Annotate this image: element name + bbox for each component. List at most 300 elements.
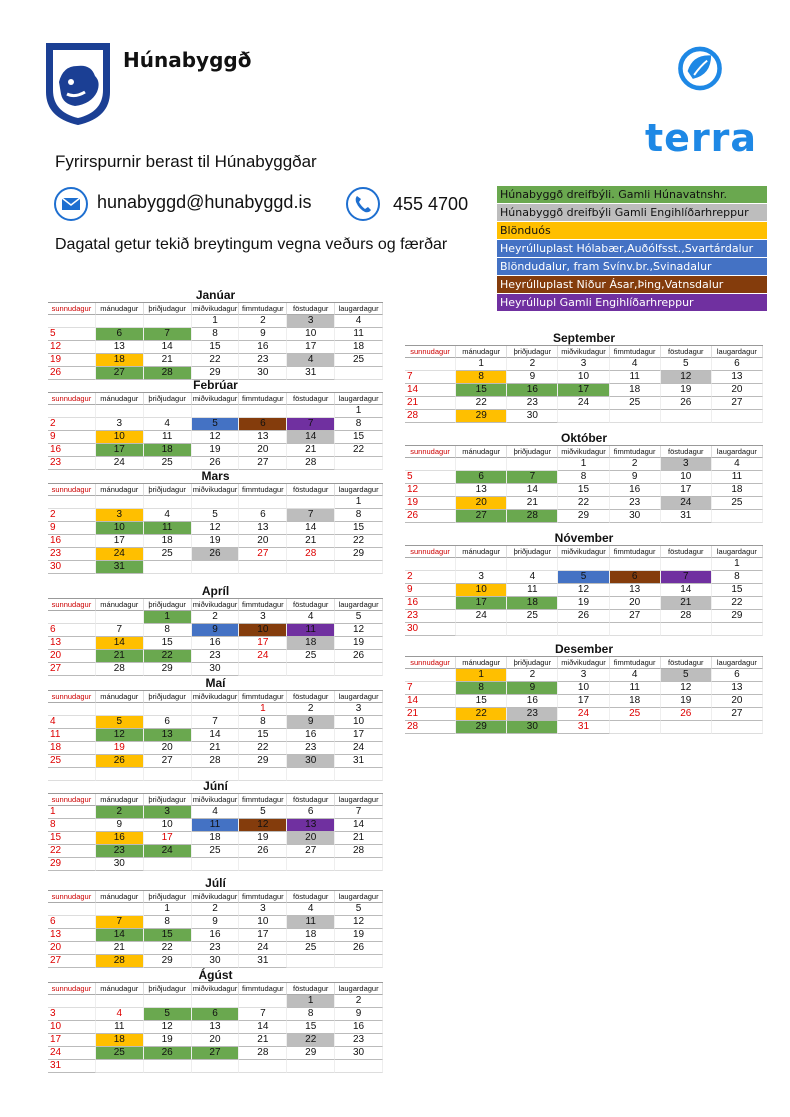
day-cell: 22 (335, 535, 383, 548)
day-cell: 14 (405, 384, 456, 397)
day-cell: 27 (287, 845, 335, 858)
weekday-header: fimmtudagur (239, 393, 287, 405)
day-cell: 26 (48, 367, 96, 380)
day-cell: 15 (335, 522, 383, 535)
day-cell: 12 (335, 916, 383, 929)
day-cell: 15 (335, 431, 383, 444)
day-cell: 28 (287, 548, 335, 561)
day-cell: 19 (192, 535, 240, 548)
day-cell: 5 (96, 716, 144, 729)
day-cell (96, 611, 144, 624)
day-cell: 25 (610, 397, 661, 410)
weekday-header: fimmtudagur (239, 983, 287, 995)
day-cell: 18 (287, 929, 335, 942)
day-cell: 1 (456, 358, 507, 371)
day-cell: 16 (48, 535, 96, 548)
color-legend (497, 186, 767, 312)
day-cell: 9 (239, 328, 287, 341)
weekday-header: þriðjudagur (144, 393, 192, 405)
day-cell: 21 (507, 497, 558, 510)
day-cell: 4 (287, 903, 335, 916)
day-cell: 29 (558, 510, 609, 523)
day-cell: 9 (192, 916, 240, 929)
day-cell: 15 (558, 484, 609, 497)
day-cell: 28 (192, 755, 240, 768)
day-cell (507, 558, 558, 571)
day-cell: 5 (239, 806, 287, 819)
weekday-header: föstudagur (287, 599, 335, 611)
day-cell: 6 (48, 916, 96, 929)
day-cell: 4 (335, 315, 383, 328)
weekday-header: föstudagur (287, 794, 335, 806)
day-cell: 8 (456, 371, 507, 384)
day-cell: 17 (96, 444, 144, 457)
day-cell (144, 858, 192, 871)
day-cell: 4 (712, 458, 763, 471)
day-cell: 12 (661, 682, 712, 695)
day-cell (48, 611, 96, 624)
day-cell: 8 (192, 328, 240, 341)
day-cell (405, 358, 456, 371)
phone-number[interactable]: 455 4700 (393, 194, 469, 214)
day-cell: 10 (96, 431, 144, 444)
day-cell (661, 623, 712, 636)
inquiry-text: Fyrirspurnir berast til Húnabyggðar (55, 152, 317, 171)
month-febrúar (48, 378, 383, 470)
weekday-header: miðvikudagur (558, 657, 609, 669)
weekday-header: sunnudagur (48, 393, 96, 405)
month-desember (405, 642, 763, 734)
day-cell: 23 (96, 845, 144, 858)
day-cell: 30 (507, 410, 558, 423)
day-cell: 18 (144, 444, 192, 457)
weekday-header: föstudagur (661, 446, 712, 458)
day-cell: 18 (48, 742, 96, 755)
day-cell (192, 561, 240, 574)
day-cell: 19 (405, 497, 456, 510)
day-cell: 7 (96, 916, 144, 929)
weekday-header: sunnudagur (48, 599, 96, 611)
day-cell: 19 (48, 354, 96, 367)
day-cell: 30 (610, 510, 661, 523)
day-cell: 21 (239, 1034, 287, 1047)
day-cell: 29 (144, 663, 192, 676)
day-cell: 2 (287, 703, 335, 716)
day-cell: 20 (48, 650, 96, 663)
day-cell (48, 903, 96, 916)
weekday-header: föstudagur (287, 303, 335, 315)
day-cell: 2 (48, 509, 96, 522)
day-cell: 22 (287, 1034, 335, 1047)
day-cell (661, 410, 712, 423)
day-cell: 1 (48, 806, 96, 819)
day-cell: 22 (239, 742, 287, 755)
day-cell: 21 (287, 444, 335, 457)
day-cell: 17 (239, 929, 287, 942)
day-cell: 30 (192, 955, 240, 968)
day-cell: 7 (287, 509, 335, 522)
day-cell: 2 (192, 903, 240, 916)
day-cell: 27 (239, 457, 287, 470)
day-cell: 16 (507, 695, 558, 708)
day-cell: 22 (144, 942, 192, 955)
day-cell: 18 (610, 695, 661, 708)
day-cell: 24 (456, 610, 507, 623)
day-cell: 26 (661, 708, 712, 721)
day-cell: 30 (507, 721, 558, 734)
day-cell: 15 (456, 384, 507, 397)
day-cell: 20 (239, 535, 287, 548)
day-cell: 4 (610, 358, 661, 371)
day-cell: 13 (192, 1021, 240, 1034)
day-cell: 5 (335, 611, 383, 624)
month-title: Október (560, 431, 607, 445)
day-cell (192, 858, 240, 871)
day-cell: 8 (48, 819, 96, 832)
day-cell: 27 (610, 610, 661, 623)
day-cell: 5 (144, 1008, 192, 1021)
day-cell: 7 (96, 624, 144, 637)
weekday-header: laugardagur (335, 891, 383, 903)
weekday-header: þriðjudagur (144, 794, 192, 806)
day-cell: 29 (48, 858, 96, 871)
day-cell: 13 (712, 682, 763, 695)
day-cell: 17 (48, 1034, 96, 1047)
weekday-header: mánudagur (456, 446, 507, 458)
day-cell: 14 (287, 522, 335, 535)
day-cell: 3 (239, 903, 287, 916)
day-cell: 9 (335, 1008, 383, 1021)
month-title: Apríl (201, 584, 230, 598)
day-cell: 6 (712, 669, 763, 682)
day-cell: 31 (48, 1060, 96, 1073)
day-cell (287, 1060, 335, 1073)
day-cell (558, 410, 609, 423)
day-cell: 3 (661, 458, 712, 471)
day-cell: 23 (507, 708, 558, 721)
day-cell: 18 (287, 637, 335, 650)
day-cell: 11 (610, 371, 661, 384)
day-cell (192, 703, 240, 716)
weekday-header: sunnudagur (405, 446, 456, 458)
day-cell (712, 623, 763, 636)
day-cell (287, 663, 335, 676)
day-cell: 29 (239, 755, 287, 768)
day-cell (287, 496, 335, 509)
day-cell: 25 (712, 497, 763, 510)
day-cell (507, 458, 558, 471)
day-cell: 25 (335, 354, 383, 367)
weekday-header: fimmtudagur (239, 303, 287, 315)
day-cell: 25 (287, 942, 335, 955)
day-cell: 16 (507, 384, 558, 397)
day-cell: 28 (405, 721, 456, 734)
email-link[interactable]: hunabyggd@hunabyggd.is (97, 192, 312, 212)
day-cell: 13 (48, 637, 96, 650)
day-cell: 21 (405, 397, 456, 410)
weekday-header: föstudagur (661, 346, 712, 358)
day-cell: 14 (192, 729, 240, 742)
weekday-header: sunnudagur (405, 546, 456, 558)
day-cell: 26 (192, 457, 240, 470)
day-cell (610, 558, 661, 571)
day-cell: 16 (48, 444, 96, 457)
weekday-header: laugardagur (335, 484, 383, 496)
day-cell: 1 (712, 558, 763, 571)
day-cell: 23 (239, 354, 287, 367)
weekday-header: föstudagur (287, 691, 335, 703)
day-cell (712, 410, 763, 423)
weekday-header: þriðjudagur (144, 983, 192, 995)
day-cell: 3 (96, 509, 144, 522)
day-cell: 18 (610, 384, 661, 397)
day-cell: 15 (144, 929, 192, 942)
weekday-header: sunnudagur (48, 691, 96, 703)
weekday-header: sunnudagur (405, 657, 456, 669)
day-cell: 15 (239, 729, 287, 742)
day-cell: 21 (335, 832, 383, 845)
day-cell: 14 (287, 431, 335, 444)
day-cell: 12 (144, 1021, 192, 1034)
day-cell: 6 (239, 509, 287, 522)
day-cell (48, 405, 96, 418)
day-cell: 2 (239, 315, 287, 328)
day-cell: 4 (48, 716, 96, 729)
day-cell: 12 (48, 341, 96, 354)
day-cell (335, 561, 383, 574)
day-cell: 19 (558, 597, 609, 610)
day-cell: 22 (712, 597, 763, 610)
legend-item: Blöndudalur, fram Svínv.br.,Svinadalur (497, 258, 767, 275)
legend-item: Heyrúlluplast Hólabær,Auðólfsst.,Svartárdalur (497, 240, 767, 257)
month-júní (48, 779, 383, 871)
day-cell: 21 (661, 597, 712, 610)
day-cell: 17 (456, 597, 507, 610)
weekday-header: laugardagur (335, 983, 383, 995)
day-cell: 7 (405, 682, 456, 695)
day-cell: 14 (507, 484, 558, 497)
day-cell: 22 (48, 845, 96, 858)
day-cell: 11 (507, 584, 558, 597)
day-cell: 16 (335, 1021, 383, 1034)
weekday-header: þriðjudagur (144, 303, 192, 315)
day-cell: 4 (507, 571, 558, 584)
day-cell: 11 (144, 431, 192, 444)
day-cell: 11 (335, 328, 383, 341)
day-cell: 3 (558, 669, 609, 682)
weekday-header: föstudagur (287, 891, 335, 903)
day-cell: 6 (610, 571, 661, 584)
weekday-header: fimmtudagur (239, 891, 287, 903)
day-cell: 6 (287, 806, 335, 819)
day-cell (287, 561, 335, 574)
day-cell: 2 (405, 571, 456, 584)
weekday-header: mánudagur (96, 393, 144, 405)
day-cell: 27 (239, 548, 287, 561)
day-cell (405, 669, 456, 682)
day-cell: 20 (287, 832, 335, 845)
month-title: Júní (203, 779, 228, 793)
weekday-header: mánudagur (96, 484, 144, 496)
day-cell: 6 (96, 328, 144, 341)
day-cell: 3 (456, 571, 507, 584)
weekday-header: sunnudagur (48, 891, 96, 903)
day-cell: 21 (96, 650, 144, 663)
day-cell: 24 (661, 497, 712, 510)
day-cell (712, 510, 763, 523)
day-cell: 11 (610, 682, 661, 695)
day-cell: 17 (558, 384, 609, 397)
day-cell: 7 (507, 471, 558, 484)
day-cell: 27 (48, 663, 96, 676)
day-cell: 26 (192, 548, 240, 561)
day-cell: 14 (239, 1021, 287, 1034)
day-cell: 21 (405, 708, 456, 721)
day-cell: 13 (239, 522, 287, 535)
day-cell: 10 (287, 328, 335, 341)
weekday-header: laugardagur (335, 691, 383, 703)
day-cell (144, 315, 192, 328)
weekday-header: mánudagur (96, 303, 144, 315)
day-cell: 10 (335, 716, 383, 729)
day-cell: 13 (48, 929, 96, 942)
day-cell: 30 (287, 755, 335, 768)
day-cell (192, 405, 240, 418)
day-cell: 7 (144, 328, 192, 341)
day-cell: 3 (335, 703, 383, 716)
day-cell (144, 496, 192, 509)
month-október (405, 431, 763, 523)
day-cell: 1 (287, 995, 335, 1008)
day-cell: 14 (405, 695, 456, 708)
day-cell: 6 (456, 471, 507, 484)
weekday-header: miðvikudagur (192, 599, 240, 611)
weekday-header: þriðjudagur (144, 484, 192, 496)
day-cell: 10 (239, 916, 287, 929)
hunabyggd-crest-logo (45, 42, 111, 126)
day-cell: 15 (144, 637, 192, 650)
day-cell: 2 (610, 458, 661, 471)
day-cell: 8 (144, 916, 192, 929)
day-cell: 14 (661, 584, 712, 597)
day-cell: 23 (335, 1034, 383, 1047)
day-cell (144, 561, 192, 574)
day-cell: 31 (558, 721, 609, 734)
month-title: Ágúst (198, 968, 233, 982)
email-icon (53, 186, 89, 222)
day-cell: 24 (239, 650, 287, 663)
day-cell: 11 (96, 1021, 144, 1034)
day-cell (239, 496, 287, 509)
day-cell: 19 (335, 637, 383, 650)
day-cell (456, 558, 507, 571)
month-september (405, 331, 763, 423)
day-cell: 26 (335, 942, 383, 955)
day-cell: 19 (239, 832, 287, 845)
day-cell: 8 (239, 716, 287, 729)
weekday-header: mánudagur (456, 546, 507, 558)
day-cell: 9 (48, 431, 96, 444)
day-cell: 28 (96, 955, 144, 968)
month-title: Nóvember (554, 531, 614, 545)
weekday-header: fimmtudagur (610, 546, 661, 558)
day-cell: 11 (144, 522, 192, 535)
day-cell: 8 (558, 471, 609, 484)
weekday-header: mánudagur (456, 346, 507, 358)
day-cell: 7 (661, 571, 712, 584)
day-cell: 11 (287, 624, 335, 637)
day-cell: 19 (661, 384, 712, 397)
day-cell: 31 (96, 561, 144, 574)
month-nóvember (405, 531, 763, 636)
day-cell: 16 (287, 729, 335, 742)
day-cell: 13 (610, 584, 661, 597)
day-cell: 31 (661, 510, 712, 523)
day-cell: 13 (144, 729, 192, 742)
day-cell: 20 (239, 444, 287, 457)
day-cell: 29 (456, 410, 507, 423)
schedule-note: Dagatal getur tekið breytingum vegna veðurs og færðar (55, 236, 448, 253)
day-cell: 8 (287, 1008, 335, 1021)
day-cell: 19 (96, 742, 144, 755)
weekday-header: sunnudagur (48, 484, 96, 496)
day-cell: 8 (335, 418, 383, 431)
month-mars (48, 469, 383, 574)
weekday-header: mánudagur (96, 794, 144, 806)
day-cell: 16 (405, 597, 456, 610)
day-cell (239, 663, 287, 676)
legend-item: Húnabyggð dreifbýli Gamli Engihlíðarhreppur (497, 204, 767, 221)
day-cell: 31 (287, 367, 335, 380)
day-cell (48, 496, 96, 509)
month-title: Júlí (205, 876, 226, 890)
day-cell: 23 (610, 497, 661, 510)
weekday-header: sunnudagur (405, 346, 456, 358)
day-cell: 14 (335, 819, 383, 832)
month-maí (48, 676, 383, 781)
day-cell: 28 (335, 845, 383, 858)
day-cell: 3 (287, 315, 335, 328)
day-cell: 30 (335, 1047, 383, 1060)
day-cell (712, 721, 763, 734)
weekday-header: þriðjudagur (144, 891, 192, 903)
day-cell: 8 (144, 624, 192, 637)
weekday-header: fimmtudagur (239, 484, 287, 496)
weekday-header: miðvikudagur (558, 546, 609, 558)
day-cell (96, 1060, 144, 1073)
day-cell: 26 (405, 510, 456, 523)
day-cell: 15 (712, 584, 763, 597)
day-cell: 22 (456, 708, 507, 721)
weekday-header: laugardagur (712, 346, 763, 358)
day-cell: 8 (712, 571, 763, 584)
day-cell: 6 (239, 418, 287, 431)
day-cell: 4 (144, 418, 192, 431)
day-cell (96, 703, 144, 716)
day-cell (335, 663, 383, 676)
day-cell (456, 458, 507, 471)
day-cell: 9 (287, 716, 335, 729)
weekday-header: föstudagur (661, 546, 712, 558)
day-cell (192, 995, 240, 1008)
day-cell (335, 858, 383, 871)
day-cell: 3 (239, 611, 287, 624)
day-cell: 1 (456, 669, 507, 682)
day-cell: 28 (661, 610, 712, 623)
day-cell (144, 1060, 192, 1073)
day-cell: 4 (192, 806, 240, 819)
day-cell: 26 (144, 1047, 192, 1060)
